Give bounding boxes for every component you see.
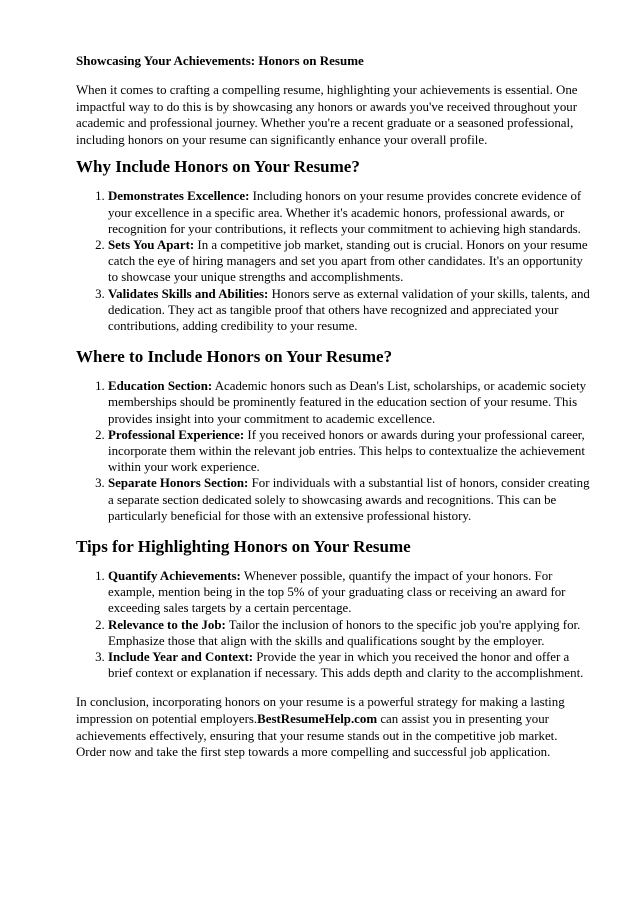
list-item-text: Tailor the inclusion of honors to the specific job you're applying for. Emphasize those that align with the skills and qualifications sought by the employer. [108,617,581,648]
list-item [108,427,590,476]
conclusion-text-before: In conclusion, incorporating honors on your resume is a powerful strategy for making a lasting impression on potential employers. [76,695,565,727]
why-list [76,188,590,334]
list-item-title: Validates Skills and Abilities: [108,286,269,301]
list-item-text: Provide the year in which you received the honor and offer a brief context or explanation if necessary. This adds depth and clarity to the accomplishment. [108,650,584,681]
list-item [108,475,590,524]
list-item-text: Including honors on your resume provides concrete evidence of your excellence in a specific area. Whether it's academic honors, professional awards, or recognition for your contributions, it reflects your commitment to achieving high standards. [108,189,582,236]
section-heading-why: Why Include Honors on Your Resume? [76,157,360,177]
intro-paragraph: When it comes to crafting a compelling resume, highlighting your achievements is essential. One impactful way to do this is by showcasing any honors or awards you've received throughout your academic and professional journey. Whether you're a recent graduate or a seasoned professional, including honors on your resume can significantly enhance your overall profile. [76,83,578,147]
list-item-text: Honors serve as external validation of your skills, talents, and dedication. They act as tangible proof that others have recognized and appreciated your contributions, adding credibility to your resume. [108,286,590,333]
list-item [108,568,590,617]
section-heading-tips: Tips for Highlighting Honors on Your Resume [76,537,411,557]
list-item-title: Professional Experience: [108,427,245,442]
tips-list [76,568,590,681]
list-item-text: For individuals with a substantial list of honors, consider creating a separate section dedicated solely to showcasing awards and recognitions. This can be particularly beneficial for those with an extensive professional history. [108,476,590,523]
list-item [108,237,590,286]
section-heading-where: Where to Include Honors on Your Resume? [76,347,393,367]
list-item [108,617,590,649]
document-title: Showcasing Your Achievements: Honors on Resume [76,53,364,68]
list-item-text: In a competitive job market, standing out is crucial. Honors on your resume catch the eye of hiring managers and set you apart from other candidates. It's an opportunity to showcase your unique strengths and accomplishments. [108,237,588,285]
list-item-title: Separate Honors Section: [108,476,249,491]
list-item-title: Education Section: [108,379,213,394]
document-page [76,52,590,770]
list-item-text: If you received honors or awards during your professional career, incorporate them within the relevant job entries. This helps to contextualize the achievement within your work experience. [108,427,585,475]
conclusion-text-after: can assist you in presenting your achievements effectively, ensuring that your resume stands out in the competitive job market. Order now and take the first step towards a more compelling and successful job application. [76,712,558,760]
list-item [108,649,590,681]
list-item-title: Sets You Apart: [108,237,195,252]
list-item [108,286,590,335]
list-item-title: Include Year and Context: [108,650,254,665]
brand-name: BestResumeHelp.com [257,712,378,727]
list-item-text: Whenever possible, quantify the impact of your honors. For example, mention being in the top 5% of your graduating class or receiving an award for exceeding sales targets by a certain percentage. [108,569,566,616]
where-list [76,378,590,524]
list-item [108,378,590,427]
list-item-title: Quantify Achievements: [108,569,241,584]
list-item [108,188,590,237]
conclusion-paragraph [76,694,590,760]
list-item-text: Academic honors such as Dean's List, scholarships, or academic society memberships should be prominently featured in the education section of your resume. This provides insight into your commitment to academic excellence. [108,379,587,426]
list-item-title: Demonstrates Excellence: [108,189,250,204]
list-item-title: Relevance to the Job: [108,617,226,632]
